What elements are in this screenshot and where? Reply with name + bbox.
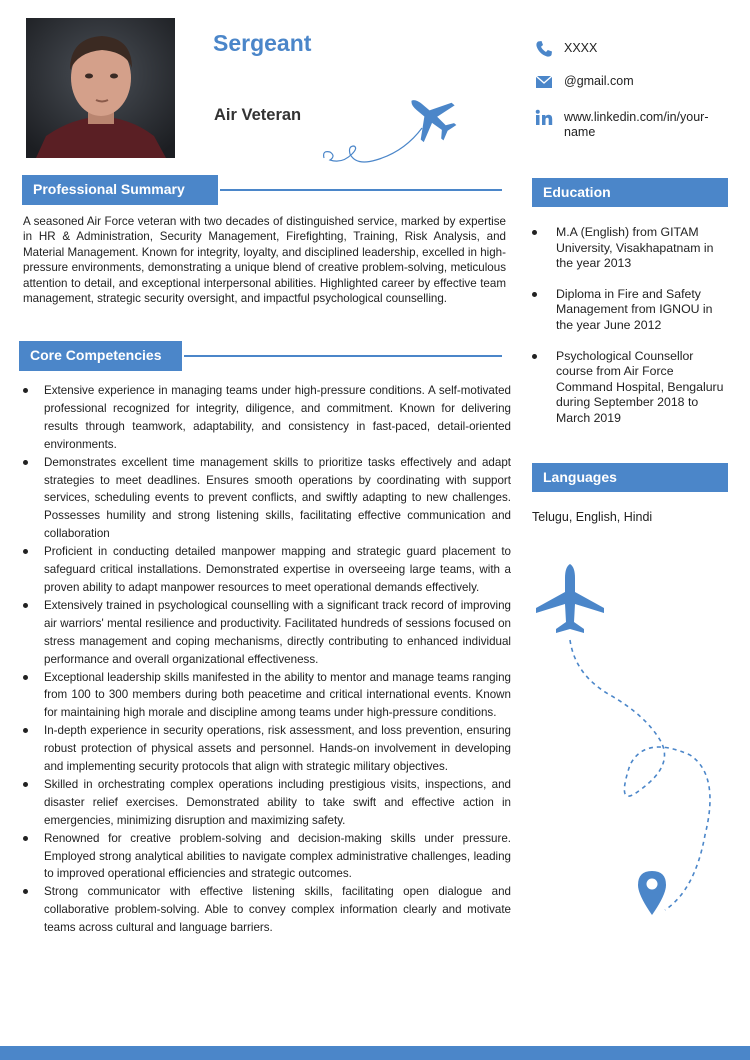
list-item: Psychological Counsellor course from Air Force Command Hospital, Bengaluru during September 2018 to March 2019 xyxy=(532,349,732,427)
phone-icon xyxy=(535,40,553,58)
list-item: Strong communicator with effective listening skills, facilitating open dialogue and collaborative problem-solving. Able to convey complex information clearly and motivate teams across cultural and language barriers. xyxy=(23,883,511,937)
footer-bar xyxy=(0,1046,750,1060)
summary-section-header: Professional Summary xyxy=(22,175,218,205)
languages-section-header: Languages xyxy=(532,463,728,492)
location-pin-icon xyxy=(638,871,666,915)
summary-divider xyxy=(220,189,502,191)
summary-text: A seasoned Air Force veteran with two decades of distinguished service, marked by expertise in HR & Administration, Security Management, Firefighting, Training, Risk Analysis, and Material Management. Known for integrity, loyalty, and disciplined leadership, excelled in high-pressure environments, demonstrating a unique blend of creative problem-solving, meticulous attention to detail, and exceptional interpersonal abilities. Highlighted career by effective team management, strategic security oversight, and impactful psychological counselling. xyxy=(23,215,506,306)
linkedin-icon xyxy=(535,109,553,127)
candidate-name: Sergeant xyxy=(213,30,312,56)
list-item: Proficient in conducting detailed manpower mapping and strategic guard placement to safeguard critical installations. Demonstrated expertise in overseeing large teams, with a proven ability to adapt manpower resources to meet operational demands effectively. xyxy=(23,543,511,597)
list-item: Extensive experience in managing teams under high-pressure conditions. A self-motivated professional recognized for integrity, diligence, and commitment. Known for delivering results through teamwork, adaptability, and consistency in fast-paced, detail-oriented environments. xyxy=(23,382,511,454)
phone-text: XXXX xyxy=(564,41,598,55)
email-text[interactable]: @gmail.com xyxy=(564,74,634,88)
linkedin-text[interactable]: www.linkedin.com/in/your-name xyxy=(564,110,709,139)
list-item: Diploma in Fire and Safety Management from IGNOU in the year June 2012 xyxy=(532,287,732,334)
envelope-icon xyxy=(535,73,553,91)
education-section-header: Education xyxy=(532,178,728,207)
education-list xyxy=(532,225,732,442)
list-item: Exceptional leadership skills manifested in the ability to mentor and manage teams ranging from 100 to 300 members during both peacetime and critical international events. Known for maintaining high morale and discipline among teams under high-pressure conditions. xyxy=(23,669,511,723)
contact-email xyxy=(535,73,735,93)
candidate-role: Air Veteran xyxy=(214,106,302,124)
competencies-section-header: Core Competencies xyxy=(19,341,182,371)
list-item: Demonstrates excellent time management skills to prioritize tasks effectively and adapt strategies to meet deadlines. Ensures smooth operations by coordinating with support services, scheduling events to prevent conflicts, and swiftly adapting to new challenges. Possesses humility and strong listening skills, facilitating effective communication and collaboration xyxy=(23,454,511,544)
list-item: M.A (English) from GITAM University, Visakhapatnam in the year 2013 xyxy=(532,225,732,272)
languages-text: Telugu, English, Hindi xyxy=(532,510,653,524)
list-item: Renowned for creative problem-solving and decision-making skills under pressure. Employed strong analytical abilities to navigate complex administrative challenges, leading to improved operational efficiencies and strategic outcomes. xyxy=(23,830,511,884)
profile-photo xyxy=(26,18,175,158)
airplane-icon xyxy=(318,88,458,168)
contact-phone xyxy=(535,40,735,60)
portrait-image xyxy=(26,18,175,158)
list-item: Skilled in orchestrating complex operations including prestigious visits, inspections, and disaster relief exercises. Demonstrated ability to take swift and effective action in emergencies, minimizing disruption and maximizing safety. xyxy=(23,776,511,830)
list-item: Extensively trained in psychological counselling with a significant track record of improving air warriors' mental resilience and productivity. Facilitated hundreds of sessions focused on stress management and coping mechanisms, directly contributing to enhanced individual performance and overall organizational effectiveness. xyxy=(23,597,511,669)
list-item: In-depth experience in security operations, risk assessment, and loss prevention, ensuring robust protection of physical assets and personnel. Hands-on involvement in developing and implementing security protocols that align with strategic military objectives. xyxy=(23,722,511,776)
competencies-divider xyxy=(184,355,502,357)
flight-path-decoration xyxy=(520,555,750,925)
competencies-list xyxy=(23,382,511,937)
contact-linkedin xyxy=(535,109,735,145)
airplane-icon xyxy=(536,564,604,633)
